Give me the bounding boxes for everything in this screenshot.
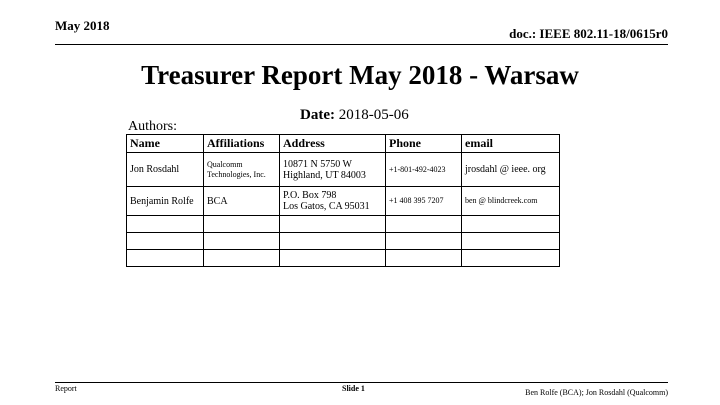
address-line-1: P.O. Box 798 xyxy=(283,190,337,201)
author-phone: +1 408 395 7207 xyxy=(386,187,462,216)
address-line-2: Highland, UT 84003 xyxy=(283,169,366,181)
header-doc-id: doc.: IEEE 802.11-18/0615r0 xyxy=(509,26,668,41)
authors-table xyxy=(126,134,560,267)
header-divider xyxy=(55,44,668,45)
header-address: Address xyxy=(280,135,386,153)
address-line-1: 10871 N 5750 W xyxy=(283,158,352,170)
table-row-empty xyxy=(127,233,560,250)
header-date: May 2018 xyxy=(55,18,110,33)
author-affiliation: BCA xyxy=(204,187,280,216)
author-name: Jon Rosdahl xyxy=(127,153,204,187)
date-value: 2018-05-06 xyxy=(338,107,409,123)
date-label: Date: xyxy=(300,107,335,123)
date-line xyxy=(300,107,409,124)
table-row xyxy=(127,187,560,216)
footer-left: Report xyxy=(55,384,77,393)
footer-authors: Ben Rolfe (BCA); Jon Rosdahl (Qualcomm) xyxy=(525,388,668,397)
author-email: ben @ blindcreek.com xyxy=(462,187,560,216)
header-affiliations: Affiliations xyxy=(204,135,280,153)
author-address xyxy=(280,187,386,216)
header-name: Name xyxy=(127,135,204,153)
header-phone: Phone xyxy=(386,135,462,153)
author-address xyxy=(280,153,386,187)
address-line-2: Los Gatos, CA 95031 xyxy=(283,201,370,212)
table-row-empty xyxy=(127,250,560,267)
author-email: jrosdahl @ ieee. org xyxy=(462,153,560,187)
footer-divider xyxy=(55,382,668,383)
slide-title: Treasurer Report May 2018 - Warsaw xyxy=(141,60,579,90)
author-phone: +1-801-492-4023 xyxy=(386,153,462,187)
table-header-row xyxy=(127,135,560,153)
slide-number: Slide 1 xyxy=(342,384,365,393)
table-row xyxy=(127,153,560,187)
authors-label: Authors: xyxy=(128,119,177,134)
header-email: email xyxy=(462,135,560,153)
table-row-empty xyxy=(127,216,560,233)
author-affiliation: Qualcomm Technologies, Inc. xyxy=(204,153,280,187)
author-name: Benjamin Rolfe xyxy=(127,187,204,216)
